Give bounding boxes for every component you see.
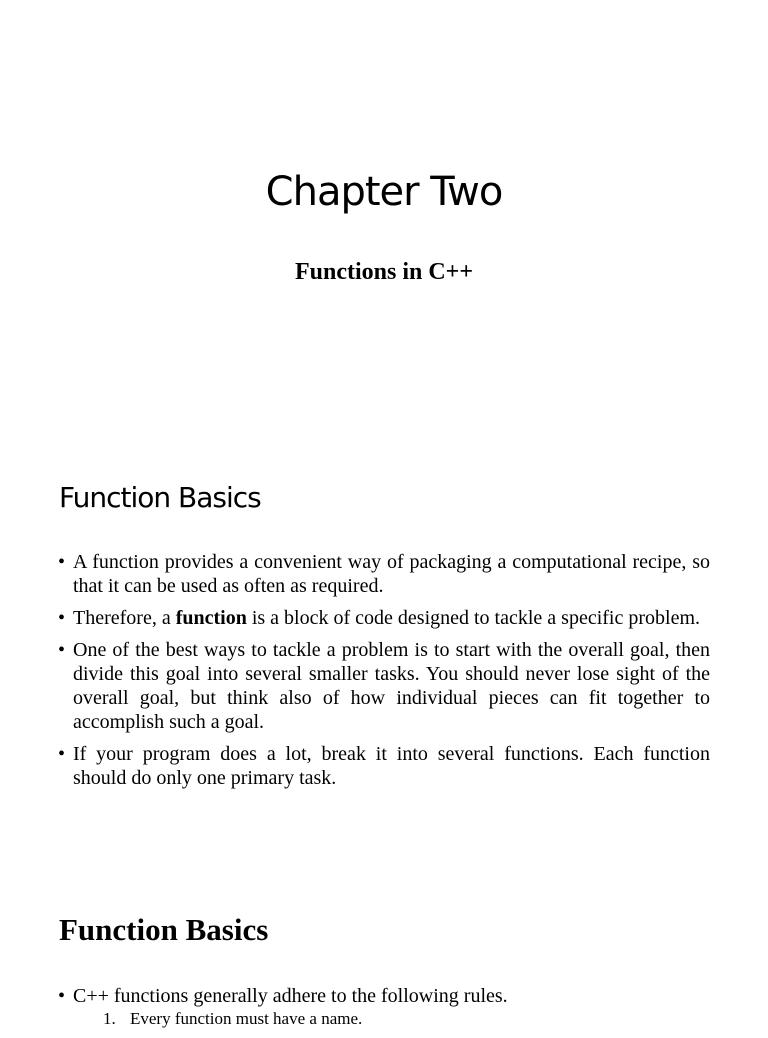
- bullet-item: [58, 550, 710, 598]
- bullet-marker: •: [58, 985, 66, 1007]
- function-basics-rules-slide: [0, 870, 768, 1028]
- slide-heading: Function Basics: [59, 481, 261, 514]
- numbered-item: [103, 1008, 710, 1030]
- bullet-marker: •: [58, 743, 66, 765]
- bullet-item: [58, 638, 710, 734]
- numbered-text: Every function must have a name.: [130, 1009, 363, 1028]
- bullet-text: A function provides a convenient way of packaging a computational recipe, so that it can be used as often as required.: [73, 551, 710, 597]
- chapter-subtitle: Functions in C++: [294, 259, 474, 285]
- bullet-text: If your program does a lot, break it into several functions. Each function should do only one primary task.: [73, 743, 710, 789]
- bullet-list: [58, 550, 710, 798]
- function-basics-slide: [0, 430, 768, 870]
- slide-heading: Function Basics: [59, 912, 269, 947]
- bullet-item: [58, 984, 710, 1030]
- title-slide: [0, 0, 768, 430]
- bullet-marker: •: [58, 551, 66, 573]
- numbered-marker: 1.: [103, 1009, 116, 1028]
- chapter-title: Chapter Two: [265, 169, 503, 215]
- bullet-list: [58, 984, 710, 1038]
- bullet-item: [58, 742, 710, 790]
- bullet-marker: •: [58, 607, 66, 629]
- bullet-text-before: Therefore, a: [73, 607, 176, 629]
- bullet-text: One of the best ways to tackle a problem is to start with the overall goal, then divide this goal into several smaller tasks. You should never lose sight of the overall goal, but think also of how individual pieces can fit together to accomplish such a goal.: [73, 639, 710, 733]
- bullet-text-after: is a block of code designed to tackle a specific problem.: [246, 607, 701, 629]
- bullet-text-bold: function: [175, 607, 247, 629]
- bullet-item: [58, 606, 710, 630]
- bullet-marker: •: [58, 639, 66, 661]
- bullet-text: C++ functions generally adhere to the following rules.: [73, 985, 508, 1007]
- numbered-list: [73, 1008, 710, 1030]
